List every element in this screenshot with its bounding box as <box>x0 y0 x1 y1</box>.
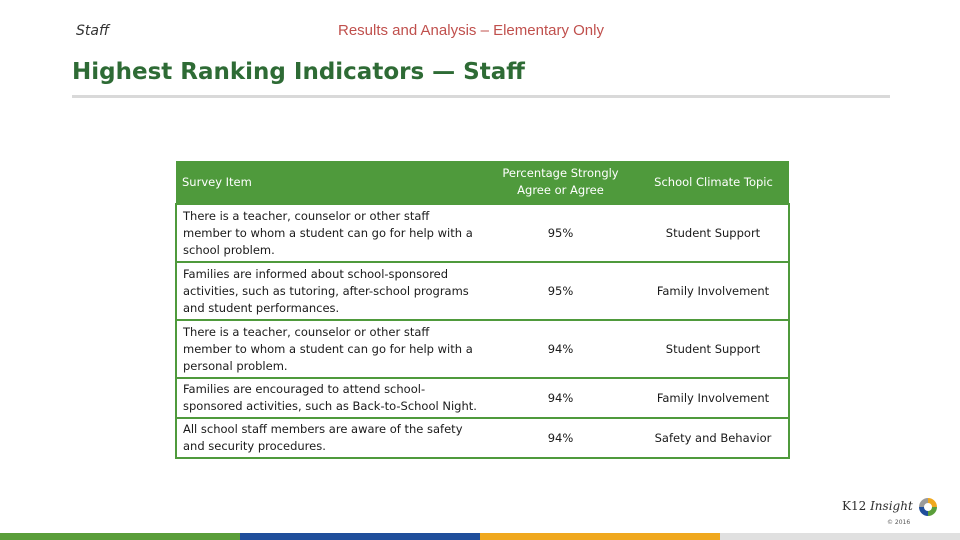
header-title: Results and Analysis – Elementary Only <box>338 22 604 39</box>
percentage-cell: 95% <box>483 204 638 262</box>
copyright-text: © 2016 <box>887 519 911 526</box>
footer-color-bar <box>0 533 960 540</box>
column-header-topic: School Climate Topic <box>638 161 789 204</box>
topic-cell: Family Involvement <box>638 378 789 418</box>
page-title: Highest Ranking Indicators — Staff <box>72 59 525 85</box>
table-row <box>176 204 789 262</box>
survey-item-cell: There is a teacher, counselor or other staff member to whom a student can go for help with a school problem. <box>176 204 483 262</box>
logo-text <box>842 499 913 513</box>
topic-cell: Family Involvement <box>638 262 789 320</box>
indicators-table <box>175 161 790 459</box>
logo-ring-icon <box>918 497 938 517</box>
percentage-cell: 94% <box>483 320 638 378</box>
logo-k12-text: K12 <box>842 499 867 513</box>
footer-segment-blue <box>240 533 480 540</box>
section-label: Staff <box>76 23 110 39</box>
column-header-survey-item: Survey Item <box>176 161 483 204</box>
column-header-percentage: Percentage Strongly Agree or Agree <box>483 161 638 204</box>
topic-cell: Safety and Behavior <box>638 418 789 458</box>
k12-insight-logo <box>842 497 942 519</box>
survey-item-cell: Families are encouraged to attend school-sponsored activities, such as Back-to-School Night. <box>176 378 483 418</box>
topic-cell: Student Support <box>638 320 789 378</box>
footer-segment-green <box>0 533 240 540</box>
footer-segment-gray <box>720 533 960 540</box>
topic-cell: Student Support <box>638 204 789 262</box>
table-header-row <box>176 161 789 204</box>
survey-item-cell: Families are informed about school-sponsored activities, such as tutoring, after-school programs and student performances. <box>176 262 483 320</box>
logo-insight-text: Insight <box>870 499 913 513</box>
table-row <box>176 320 789 378</box>
footer-segment-orange <box>480 533 720 540</box>
table-row <box>176 378 789 418</box>
table-row <box>176 262 789 320</box>
table-row <box>176 418 789 458</box>
survey-item-cell: There is a teacher, counselor or other staff member to whom a student can go for help with a personal problem. <box>176 320 483 378</box>
percentage-cell: 94% <box>483 378 638 418</box>
survey-item-cell: All school staff members are aware of the safety and security procedures. <box>176 418 483 458</box>
title-divider <box>72 95 890 98</box>
percentage-cell: 94% <box>483 418 638 458</box>
percentage-cell: 95% <box>483 262 638 320</box>
